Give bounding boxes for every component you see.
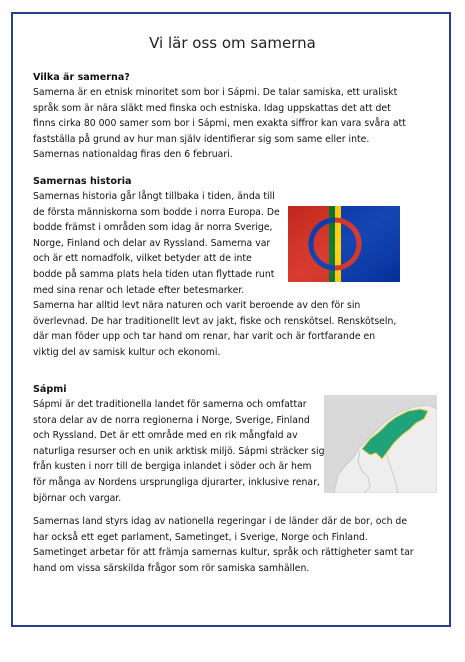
- section-text: Sápmi är det traditionella landet för samerna och omfattar stora delar av de norra regionerna i Norge, Sverige, Finland och Ryssland. Det är ett område med en rik mångfald av naturliga resurser och en unik arktisk miljö. Sápmi sträcker sig från kusten i norr till de bergiga inlandet i söder och är hem för många av Nordens ursprungliga djurarter, inklusive renar, björnar och vargar.: [33, 399, 325, 504]
- sami-flag-image: [288, 206, 400, 282]
- page-title: Vi lär oss om samerna: [149, 34, 316, 52]
- section-text: Samerna är en etnisk minoritet som bor i Sápmi. De talar samiska, ett uraliskt språk som är nära släkt med finska och estniska. Idag uppskattas det att det finns cirka 80 000 samer som bor i Sápmi, men exakta siffror kan vara svåra att fastställa på grund av hur man själv identifierar sig som same eller inte. Samernas nationaldag firas den 6 februari.: [33, 87, 406, 161]
- section-text: Samernas land styrs idag av nationella regeringar i de länder där de bor, och de har också ett eget parlament, Sametinget, i Sverige, Norge och Finland. Sametinget arbetar för att främja samernas kultur, språk och rättigheter samt tar hand om vissa särskilda frågor som rör samiska samhällen.: [33, 516, 414, 574]
- document-content: [33, 70, 428, 574]
- sapmi-map-image: [324, 395, 437, 493]
- section-heading: Sápmi: [33, 384, 67, 395]
- section-text: Samernas historia går långt tillbaka i tiden, ända till de första människorna som bodde i norra Europa. De bodde främst i områden som idag är norra Sverige, Norge, Finland och delar av Ryssland. Samerna var och är ett nomadfolk, vilket betyder att de inte bodde på samma plats hela tiden utan flyttade runt med sina renar och letade efter betesmarker. Samerna har alltid levt nära naturen och varit beroende av den för sin överlevnad. De har traditionellt levt av jakt, fiske och renskötsel. Renskötseln, där man föder upp och tar hand om renar, har varit och är fortfarande en viktig del av samisk kultur och ekonomi.: [33, 191, 397, 358]
- section-heading: Samernas historia: [33, 176, 132, 187]
- section-vilka: [33, 70, 428, 163]
- section-heading: Vilka är samerna?: [33, 72, 130, 83]
